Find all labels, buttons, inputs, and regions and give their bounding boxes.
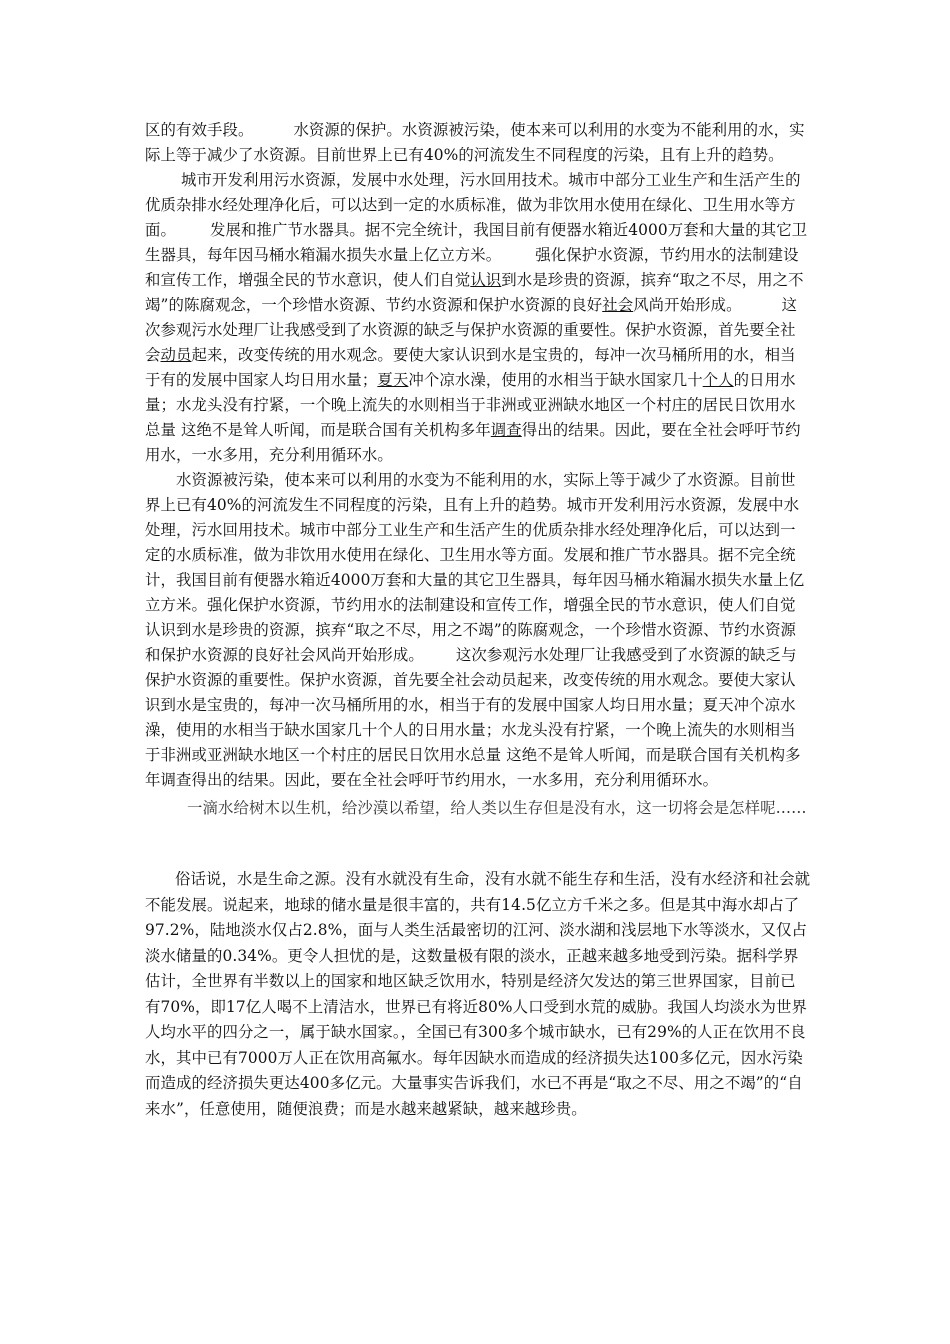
text-segment: 这次参观污水处理厂让我感受到了水资源的缺乏与保护水资源的重要性。保护水资源，首先要全社会动员起来，改变传统的用水观念。要使大家认识到水是宝贵的，每冲一次马桶所用的水，相当于有的发展中国家人均日用水量；夏天冲个凉水澡，使用的水相当于缺水国家几十个人的日用水量；水龙头没有拧紧，一个晚上流失的水则相当于非洲或亚洲缺水地区一个村庄的居民日饮用水总量 这绝不是耸人听闻，而是联合国有关机构多年调查得出的结果。因此，要在全社会呼吁节约用水，一水多用，充分利用循环水。 bbox=[145, 646, 801, 789]
text-segment: 风尚开始形成。 bbox=[633, 296, 742, 314]
text-segment: 水资源被污染，使本来可以利用的水变为不能利用的水，实际上等于减少了水资源。目前世界上已有40%的河流发生不同程度的污染，且有上升的趋势。城市开发利用污水资源，发展中水处理，污水回用技术。城市中部分工业生产和生活产生的优质杂排水经处理净化后，可以达到一定的水质标准，做为非饮用水使用在绿化、卫生用水等方面。发展和推广节水器具。据不完全统计，我国目前有便器水箱近4000万套和大量的其它卫生器具，每年因马桶水箱漏水损失水量上亿立方米。强化保护水资源，节约用水的法制建设和宣传工作，增强全民的节水意识，使人们自觉认识到水是珍贵的资源，摈弃“取之不尽，用之不竭”的陈腐观念，一个珍惜水资源、节约水资源和保护水资源的良好社会风尚开始形成。 bbox=[145, 471, 805, 664]
text-segment: 强化保护水资源，节约用水的法制建设和宣传工作，增强全民的节水意识，使人们自觉 bbox=[145, 246, 799, 289]
text-segment: 区的有效手段。 bbox=[145, 121, 254, 139]
hyperlink-text[interactable]: 个人 bbox=[702, 371, 734, 389]
document-page bbox=[145, 118, 811, 1122]
text-segment: 得出的结果。因此，要在全社会呼吁节约用水，一水多用，充分利用循环水。 bbox=[145, 421, 801, 464]
paragraph-2 bbox=[145, 468, 811, 793]
paragraph-1 bbox=[145, 118, 811, 468]
hyperlink-text[interactable]: 夏天 bbox=[377, 371, 409, 389]
hyperlink-text[interactable]: 调查 bbox=[490, 421, 522, 439]
closing-line: 一滴水给树木以生机，给沙漠以希望，给人类以生存但是没有水，这一切将会是怎样呢…… bbox=[187, 799, 807, 817]
text-segment: 到水是珍贵的资源，摈弃“取之不尽，用之不竭”的陈腐观念，一个珍惜水资源、节约水资源和保护水资源的良好 bbox=[145, 271, 804, 314]
text-segment: 水资源的保护。水资源被污染，使本来可以利用的水变为不能利用的水，实际上等于减少了水资源。目前世界上已有40%的河流发生不同程度的污染，且有上升的趋势。 bbox=[145, 121, 805, 164]
hyperlink-text[interactable]: 动员 bbox=[160, 346, 192, 364]
hyperlink-text[interactable]: 认识 bbox=[470, 271, 502, 289]
text-segment: 的日用水量；水龙头没有拧紧，一个晚上流失的水则相当于非洲或亚洲缺水地区一个村庄的居民日饮用水总量 这绝不是耸人听闻，而是联合国有关机构多年 bbox=[145, 371, 796, 439]
text-segment: 冲个凉水澡，使用的水相当于缺水国家几十 bbox=[408, 371, 703, 389]
paragraph-3: 俗话说，水是生命之源。没有水就没有生命，没有水就不能生存和生活，没有水经济和社会就不能发展。说起来，地球的储水量是很丰富的，共有14.5亿立方千米之多。但是其中海水却占了97.2%，陆地淡水仅占2.8%，面与人类生活最密切的江河、淡水湖和浅层地下水等淡水，又仅占淡水储量的0.34%。更令人担忧的是，这数量极有限的淡水，正越来越多地受到污染。据科学界估计，全世界有半数以上的国家和地区缺乏饮用水，特别是经济欠发达的第三世界国家，目前已有70%，即17亿人喝不上清洁水，世界已有将近80%人口受到水荒的威胁。我国人均淡水为世界人均水平的四分之一，属于缺水国家。，全国已有300多个城市缺水，已有29%的人正在饮用不良水，其中已有7000万人正在饮用高氟水。每年因缺水而造成的经济损失达100多亿元，因水污染而造成的经济损失更达400多亿元。大量事实告诉我们，水已不再是“取之不尽、用之不竭”的“自来水”，任意使用，随便浪费；而是水越来越紧缺，越来越珍贵。 bbox=[145, 870, 811, 1118]
hyperlink-text[interactable]: 社会 bbox=[602, 296, 634, 314]
text-segment: 城市开发利用污水资源，发展中水处理，污水回用技术。城市中部分工业生产和生活产生的优质杂排水经处理净化后，可以达到一定的水质标准，做为非饮用水使用在绿化、卫生用水等方面。 bbox=[145, 171, 801, 239]
essay-body bbox=[145, 118, 811, 793]
text-segment: 这次参观污水处理厂让我感受到了水资源的缺乏与保护水资源的重要性。保护水资源，首先要全社会 bbox=[145, 296, 798, 364]
text-segment: 发展和推广节水器具。据不完全统计，我国目前有便器水箱近4000万套和大量的其它卫生器具，每年因马桶水箱漏水损失水量上亿立方米。 bbox=[145, 221, 808, 264]
text-segment: 起来，改变传统的用水观念。要使大家认识到水是宝贵的，每冲一次马桶所用的水，相当于有的发展中国家人均日用水量； bbox=[145, 346, 796, 389]
